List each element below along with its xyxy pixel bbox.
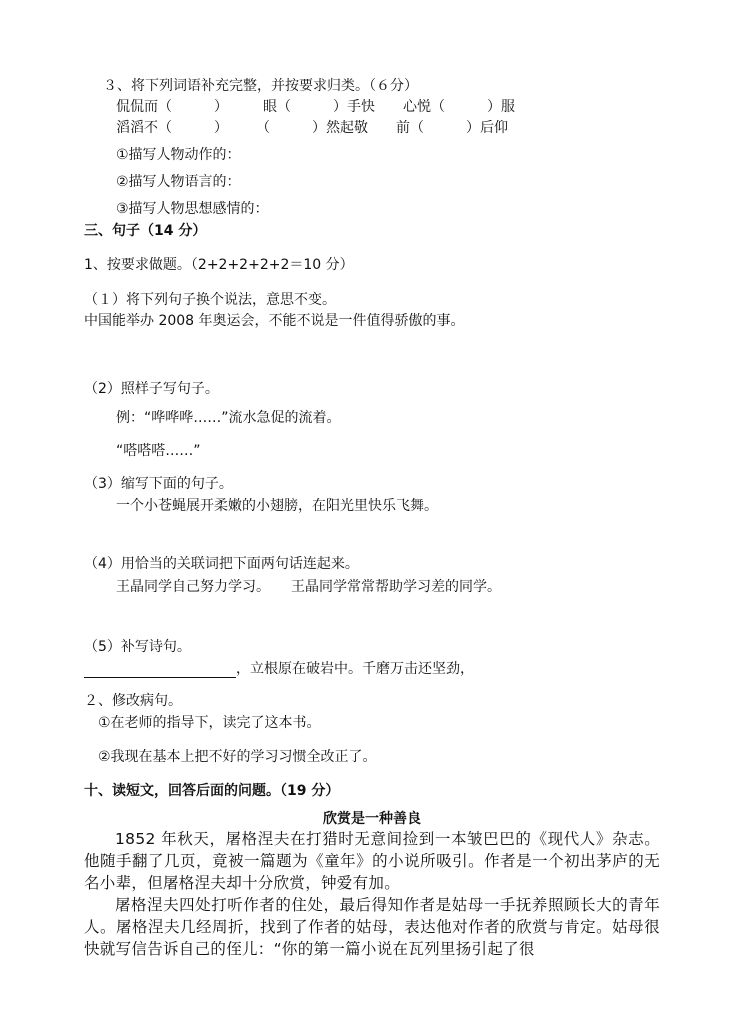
item-4-label: （4）用恰当的关联词把下面两句话连起来。 (84, 556, 359, 572)
item-1-label: （１）将下列句子换个说法，意思不变。 (84, 292, 336, 308)
item-3-label: （3）缩写下面的句子。 (84, 476, 233, 492)
q3-category-3: ③描写人物思想感情的： (116, 201, 269, 217)
item-4-sentences: 王晶同学自己努力学习。 王晶同学常常帮助学习差的同学。 (116, 579, 501, 595)
item-3-sentence: 一个小苍蝇展开柔嫩的小翅膀，在阳光里快乐飞舞。 (116, 498, 438, 514)
q3-word-row-2: 滔滔不（ ） （ ）然起敬 前（ ）后仰 (116, 120, 508, 136)
section-10-heading: 十、读短文，回答后面的问题。（19 分） (84, 783, 340, 799)
answer-blank[interactable] (84, 663, 236, 678)
q3-category-2: ②描写人物语言的： (116, 174, 241, 190)
section-3-sub-2: ２、修改病句。 (84, 693, 182, 709)
item-2-label: （2）照样子写句子。 (84, 381, 219, 397)
item-1-sentence: 中国能举办 2008 年奥运会，不能不说是一件值得骄傲的事。 (84, 313, 465, 329)
item-5-label: （5）补写诗句。 (84, 639, 191, 655)
item-2-example: 例：“哗哗哗……”流水急促的流着。 (116, 410, 341, 426)
section-3-sub-1: 1、按要求做题。（2+2+2+2+2＝10 分） (84, 257, 354, 273)
q3-category-1: ①描写人物动作的： (116, 147, 241, 163)
article-paragraph-2: 屠格涅夫四处打听作者的住处，最后得知作者是姑母一手抚养照顾长大的青年人。屠格涅夫几经周折，找到了作者的姑母，表达他对作者的欣赏与肯定。姑母很快就写信告诉自己的侄儿：“你的第一篇小说在瓦列里扬引起了很 (84, 896, 660, 958)
item-5-poem-line (84, 660, 474, 678)
sick-sentence-1: ①在老师的指导下，读完了这本书。 (98, 715, 321, 731)
item-2-prompt: “嗒嗒嗒……” (116, 443, 201, 459)
q3-word-row-1: 侃侃而（ ） 眼（ ）手快 心悦（ ）服 (116, 99, 515, 115)
article-paragraph-1: 1852 年秋天，屠格涅夫在打猎时无意间捡到一本皱巴巴的《现代人》杂志。他随手翻了几页，竟被一篇题为《童年》的小说所吸引。作者是一个初出茅庐的无名小辈，但屠格涅夫却十分欣赏，钟爱有加。 (84, 830, 661, 892)
sick-sentence-2: ②我现在基本上把不好的学习习惯全改正了。 (98, 749, 377, 765)
section-3-heading: 三、句子（14 分） (84, 223, 207, 239)
q3-heading: ３、将下列词语补充完整，并按要求归类。（６分） (103, 78, 418, 94)
article-title: 欣赏是一种善良 (323, 811, 421, 827)
item-5-poem-text: ，立根原在破岩中。千磨万击还坚劲， (236, 661, 474, 677)
